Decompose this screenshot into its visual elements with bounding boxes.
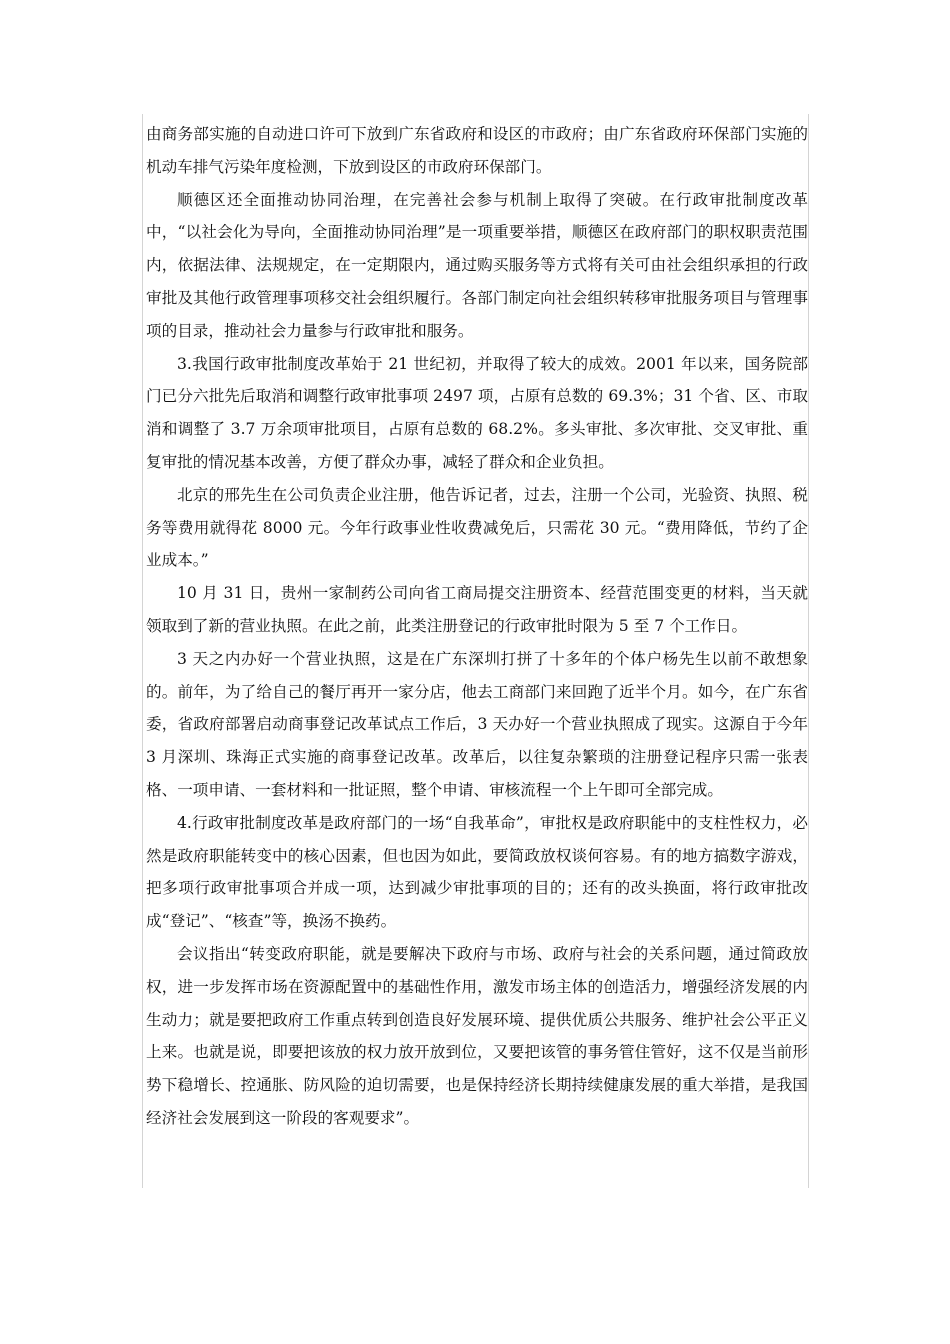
document-body (146, 118, 808, 1135)
paragraph-8: 会议指出“转变政府职能，就是要解决下政府与市场、政府与社会的关系问题，通过简政放权，进一步发挥市场在资源配置中的基础性作用，激发市场主体的创造活力，增强经济发展的内生动力；就是要把政府工作重点转到创造良好发展环境、提供优质公共服务、维护社会公平正义上来。也就是说，即要把该放的权力放开放到位，又要把该管的事务管住管好，这不仅是当前形势下稳增长、控通胀、防风险的迫切需要，也是保持经济长期持续健康发展的重大举措，是我国经济社会发展到这一阶段的客观要求”。 (146, 944, 808, 1127)
paragraph-1: 由商务部实施的自动进口许可下放到广东省政府和设区的市政府；由广东省政府环保部门实施的机动车排气污染年度检测，下放到设区的市政府环保部门。 (146, 125, 808, 176)
paragraph-7: 4.行政审批制度改革是政府部门的一场“自我革命”，审批权是政府职能中的支柱性权力，必然是政府职能转变中的核心因素，但也因为如此，要简政放权谈何容易。有的地方搞数字游戏，把多项行政审批事项合并成一项，达到减少审批事项的目的；还有的改头换面，将行政审批改成“登记”、“核查”等，换汤不换药。 (146, 813, 808, 931)
paragraph-3: 3.我国行政审批制度改革始于 21 世纪初，并取得了较大的成效。2001 年以来，国务院部门已分六批先后取消和调整行政审批事项 2497 项，占原有总数的 69.3%；31 个省、区、市取消和调整了 3.7 万余项审批项目，占原有总数的 68.2%。多头审批、多次审批、交叉审批、重复审批的情况基本改善，方便了群众办事，减轻了群众和企业负担。 (146, 354, 808, 471)
paragraph-4: 北京的邢先生在公司负责企业注册，他告诉记者，过去，注册一个公司，光验资、执照、税务等费用就得花 8000 元。今年行政事业性收费减免后，只需花 30 元。“费用降低，节约了企业成本。” (146, 485, 808, 570)
paragraph-2: 顺德区还全面推动协同治理，在完善社会参与机制上取得了突破。在行政审批制度改革中，“以社会化为导向，全面推动协同治理”是一项重要举措，顺德区在政府部门的职权职责范围内，依据法律、法规规定，在一定期限内，通过购买服务等方式将有关可由社会组织承担的行政审批及其他行政管理事项移交社会组织履行。各部门制定向社会组织转移审批服务项目与管理事项的目录，推动社会力量参与行政审批和服务。 (146, 190, 808, 340)
paragraph-5: 10 月 31 日，贵州一家制药公司向省工商局提交注册资本、经营范围变更的材料，当天就领取到了新的营业执照。在此之前，此类注册登记的行政审批时限为 5 至 7 个工作日。 (146, 584, 808, 635)
paragraph-6: 3 天之内办好一个营业执照，这是在广东深圳打拼了十多年的个体户杨先生以前不敢想象的。前年，为了给自己的餐厅再开一家分店，他去工商部门来回跑了近半个月。如今，在广东省委，省政府部署启动商事登记改革试点工作后，3 天办好一个营业执照成了现实。这源自于今年 3 月深圳、珠海正式实施的商事登记改革。改革后，以往复杂繁琐的注册登记程序只需一张表格、一项申请、一套材料和一批证照，整个申请、审核流程一个上午即可全部完成。 (146, 649, 808, 799)
